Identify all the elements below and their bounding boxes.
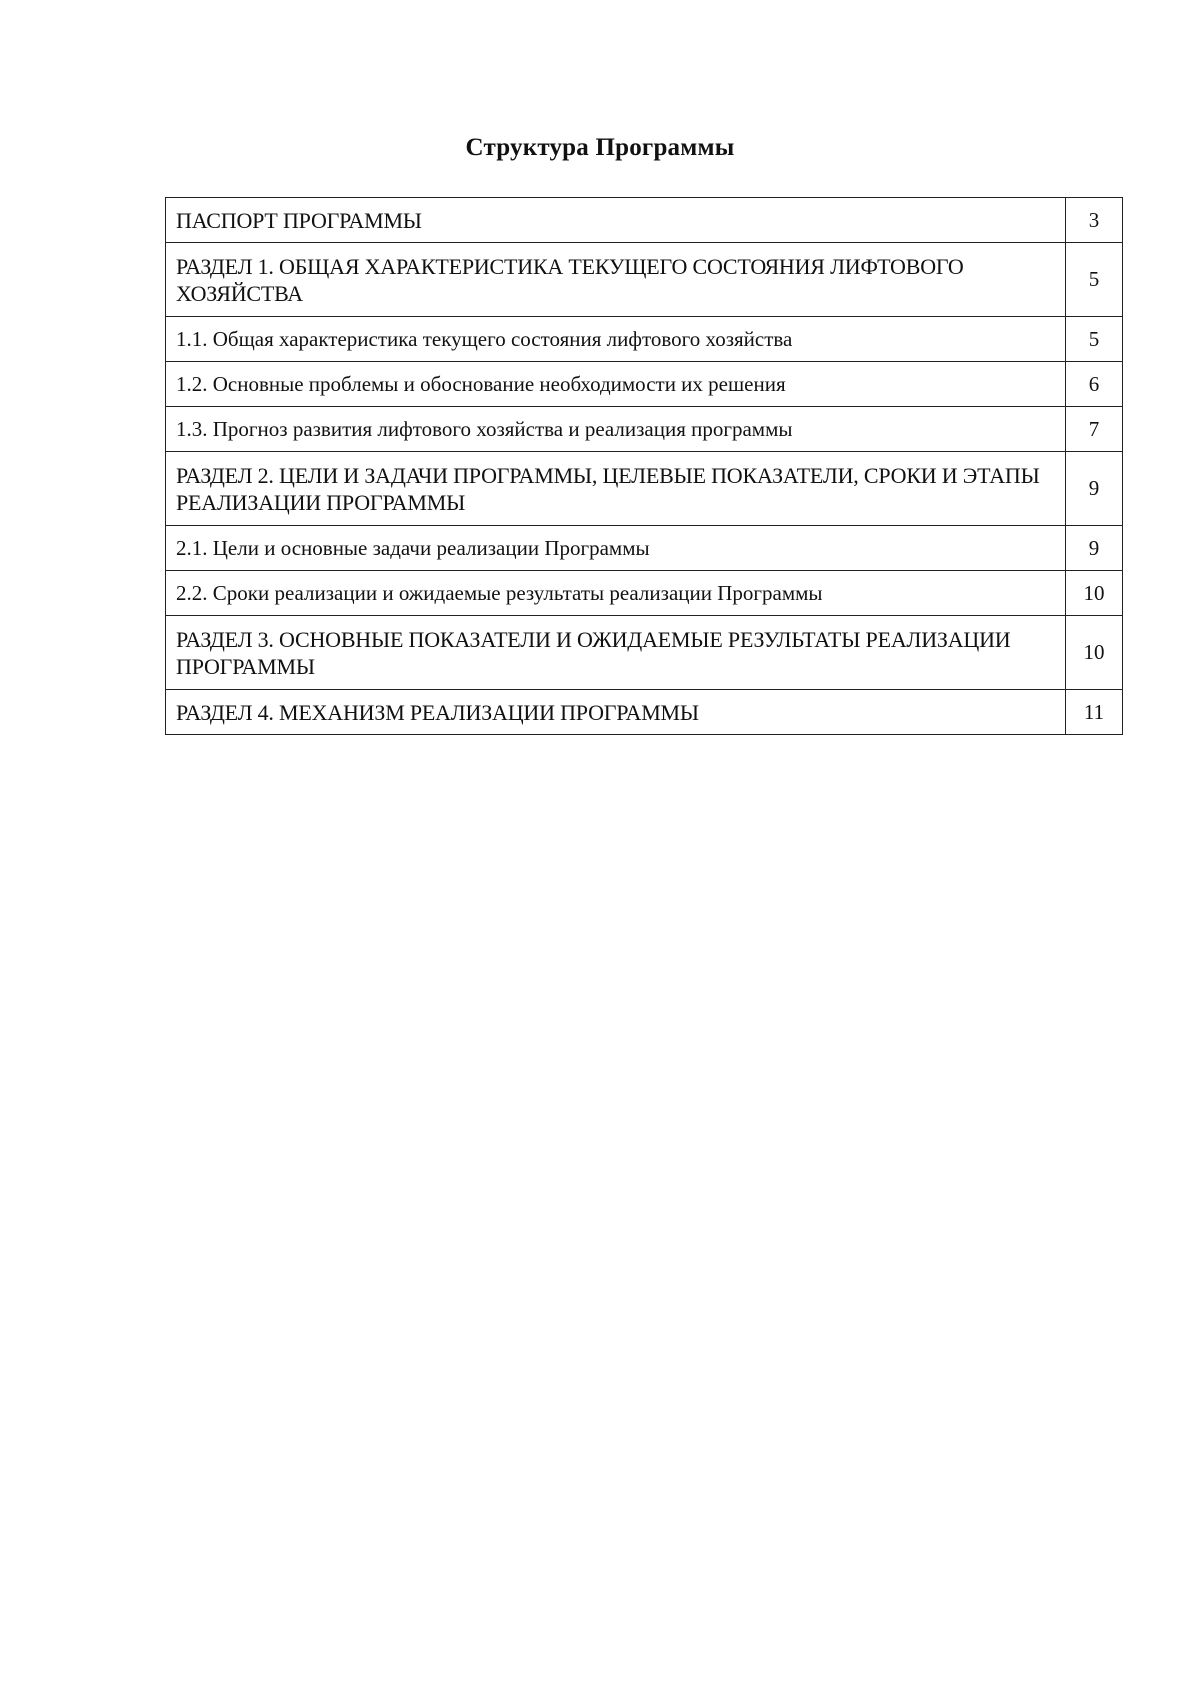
- toc-entry-title: 2.2. Сроки реализации и ожидаемые результаты реализации Программы: [166, 571, 1066, 616]
- toc-page-number: 7: [1066, 407, 1123, 452]
- toc-page-number: 10: [1066, 616, 1123, 690]
- toc-row: [166, 571, 1123, 616]
- toc-entry-title: 1.1. Общая характеристика текущего состояния лифтового хозяйства: [166, 317, 1066, 362]
- toc-row: [166, 243, 1123, 317]
- table-of-contents: [165, 197, 1123, 735]
- toc-entry-title: РАЗДЕЛ 3. ОСНОВНЫЕ ПОКАЗАТЕЛИ И ОЖИДАЕМЫЕ РЕЗУЛЬТАТЫ РЕАЛИЗАЦИИ ПРОГРАММЫ: [166, 616, 1066, 690]
- toc-entry-title: РАЗДЕЛ 2. ЦЕЛИ И ЗАДАЧИ ПРОГРАММЫ, ЦЕЛЕВЫЕ ПОКАЗАТЕЛИ, СРОКИ И ЭТАПЫ РЕАЛИЗАЦИИ ПРОГРАММЫ: [166, 452, 1066, 526]
- toc-row: [166, 362, 1123, 407]
- page-title: Структура Программы: [465, 134, 735, 161]
- toc-page-number: 6: [1066, 362, 1123, 407]
- toc-entry-title: ПАСПОРТ ПРОГРАММЫ: [166, 198, 1066, 243]
- toc-row: [166, 616, 1123, 690]
- toc-page-number: 9: [1066, 526, 1123, 571]
- toc-entry-title: РАЗДЕЛ 1. ОБЩАЯ ХАРАКТЕРИСТИКА ТЕКУЩЕГО СОСТОЯНИЯ ЛИФТОВОГО ХОЗЯЙСТВА: [166, 243, 1066, 317]
- toc-entry-title: РАЗДЕЛ 4. МЕХАНИЗМ РЕАЛИЗАЦИИ ПРОГРАММЫ: [166, 690, 1066, 735]
- toc-page-number: 5: [1066, 317, 1123, 362]
- toc-page-number: 11: [1066, 690, 1123, 735]
- toc-entry-title: 1.3. Прогноз развития лифтового хозяйства и реализация программы: [166, 407, 1066, 452]
- toc-row: [166, 452, 1123, 526]
- toc-page-number: 5: [1066, 243, 1123, 317]
- toc-row: [166, 407, 1123, 452]
- toc-page-number: 3: [1066, 198, 1123, 243]
- toc-page-number: 9: [1066, 452, 1123, 526]
- toc-row: [166, 526, 1123, 571]
- toc-page-number: 10: [1066, 571, 1123, 616]
- toc-entry-title: 2.1. Цели и основные задачи реализации Программы: [166, 526, 1066, 571]
- toc-row: [166, 690, 1123, 735]
- toc-row: [166, 317, 1123, 362]
- toc-row: [166, 198, 1123, 243]
- toc-entry-title: 1.2. Основные проблемы и обоснование необходимости их решения: [166, 362, 1066, 407]
